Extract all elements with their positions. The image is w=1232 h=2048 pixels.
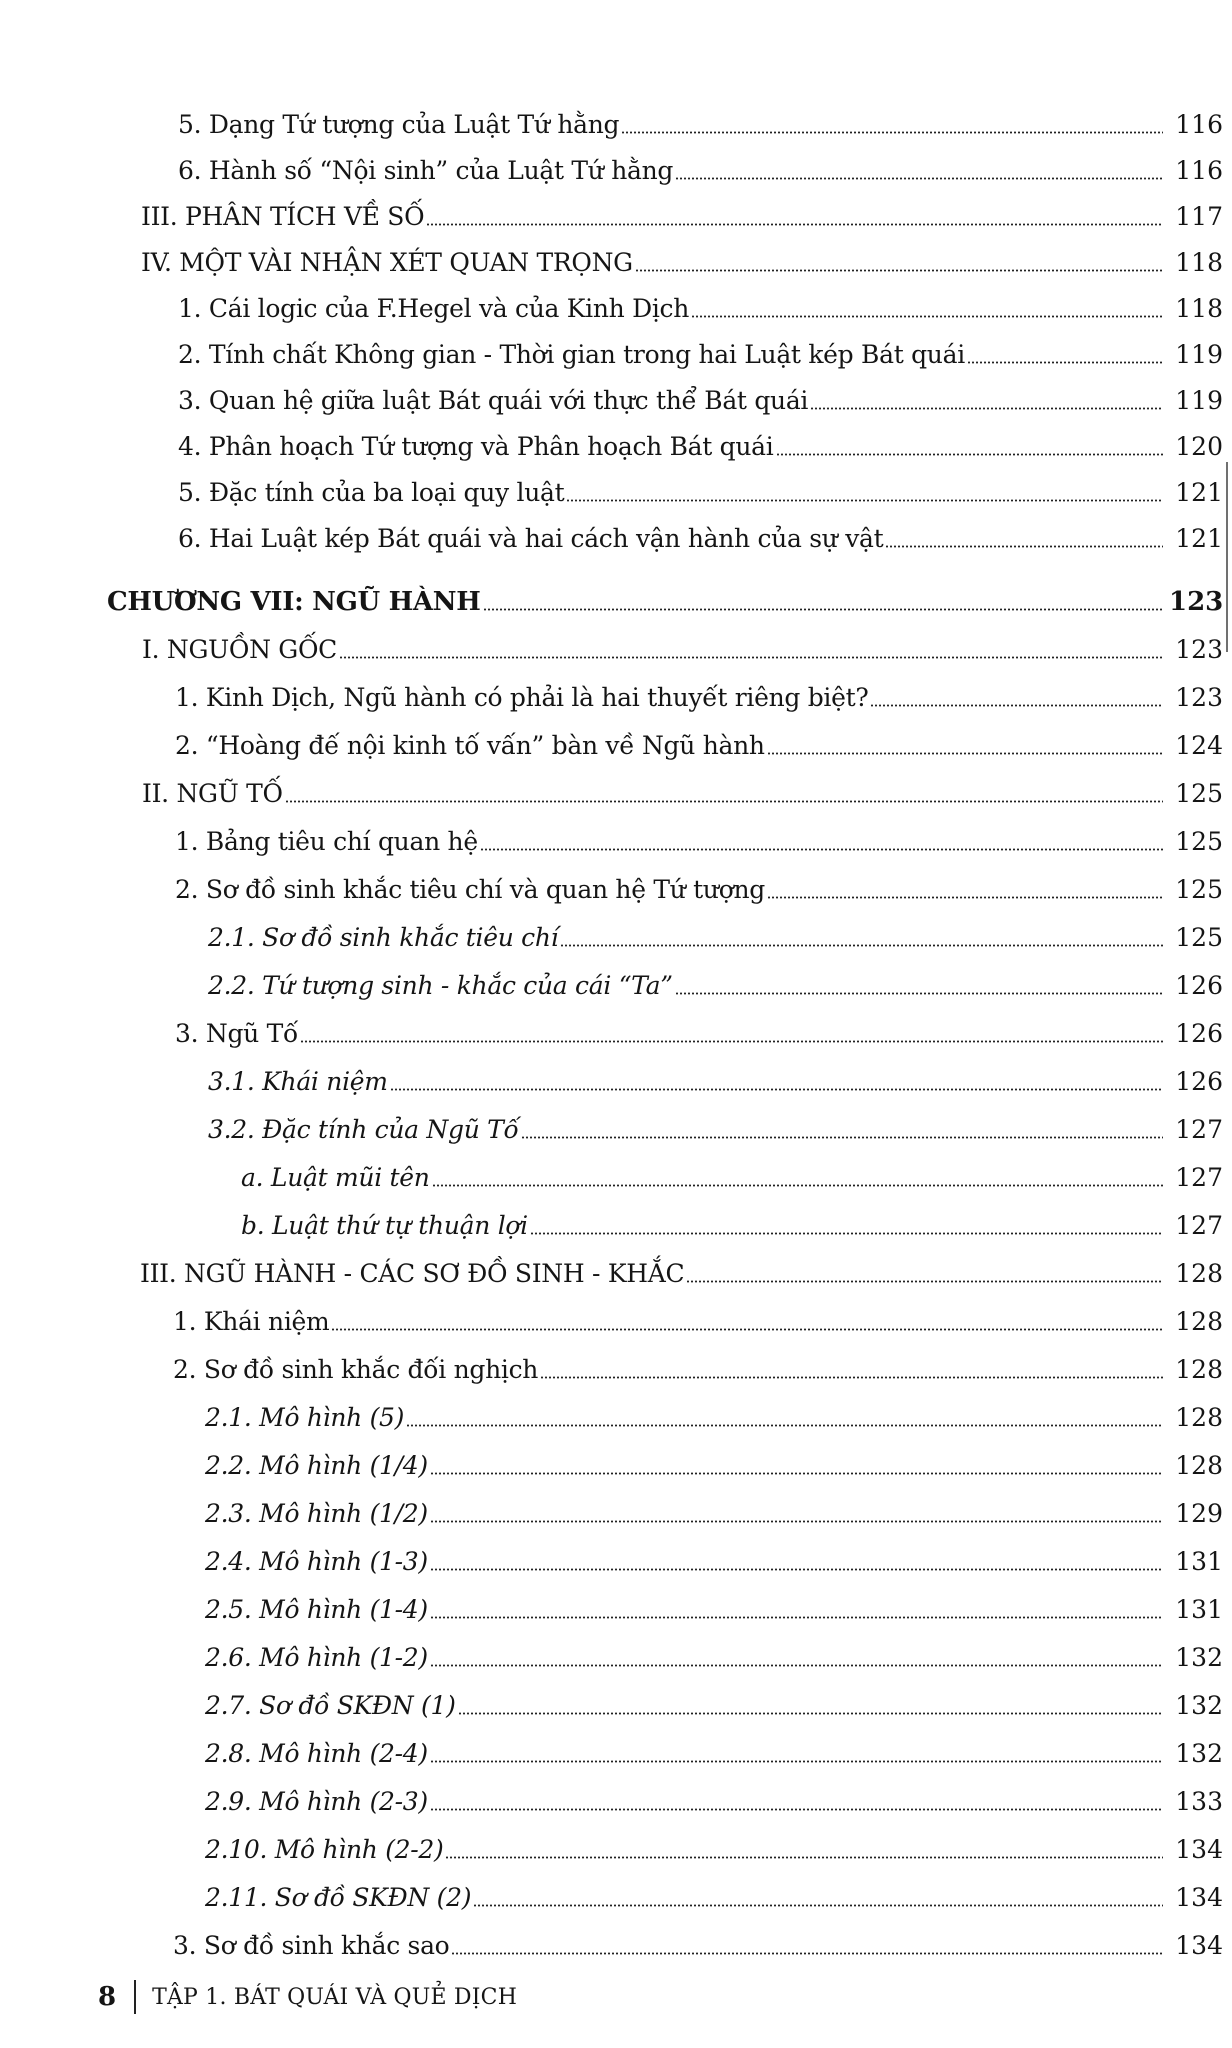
dot-leader (521, 1115, 1163, 1145)
toc-subentry-page: 126 (1175, 971, 1223, 1000)
toc-subentry[interactable] (0, 1057, 1232, 1097)
dot-leader (331, 1307, 1163, 1337)
toc-subentry-page: 134 (1175, 1883, 1223, 1912)
dot-leader (635, 248, 1163, 278)
toc-entry-page: 116 (1175, 110, 1223, 139)
toc-entry-label: 1. Khái niệm (173, 1307, 330, 1336)
toc-entry-label: 4. Phân hoạch Tứ tượng và Phân hoạch Bát quái (178, 432, 774, 461)
toc-subentry[interactable] (0, 1825, 1232, 1865)
toc-entry[interactable] (0, 1009, 1232, 1049)
toc-section[interactable] (0, 192, 1232, 232)
dot-leader (691, 294, 1163, 324)
toc-entry[interactable] (0, 865, 1232, 905)
dot-leader (451, 1931, 1163, 1961)
toc-entry-label: 2. Tính chất Không gian - Thời gian trong hai Luật kép Bát quái (178, 340, 965, 369)
toc-entry-page: 125 (1175, 875, 1223, 904)
dot-leader (390, 1067, 1163, 1097)
dot-leader (540, 1355, 1163, 1385)
dot-leader (430, 1739, 1163, 1769)
toc-subentry[interactable] (0, 1105, 1232, 1145)
toc-entry[interactable] (0, 1345, 1232, 1385)
toc-subentry-page: 132 (1175, 1739, 1223, 1768)
dot-leader (810, 386, 1163, 416)
dot-leader (480, 827, 1163, 857)
dot-leader (621, 110, 1163, 140)
toc-subentry-label: 2.7. Sơ đồ SKĐN (1) (205, 1691, 456, 1720)
toc-subentry-page: 127 (1175, 1115, 1223, 1144)
dot-leader (686, 1259, 1163, 1289)
toc-section-label: II. NGŨ TỐ (142, 779, 283, 808)
toc-entry-page: 119 (1175, 386, 1223, 415)
toc-subentry[interactable] (0, 1681, 1232, 1721)
toc-entry-label: 6. Hành số “Nội sinh” của Luật Tứ hằng (178, 156, 674, 185)
toc-subentry-label: 2.2. Mô hình (1/4) (205, 1451, 428, 1480)
dot-leader (430, 1451, 1163, 1481)
toc-entry[interactable] (0, 100, 1232, 140)
toc-subentry[interactable] (0, 1633, 1232, 1673)
dot-leader (885, 524, 1163, 554)
dot-leader (473, 1883, 1163, 1913)
toc-section-label: IV. MỘT VÀI NHẬN XÉT QUAN TRỌNG (141, 248, 633, 277)
toc-entry[interactable] (0, 1297, 1232, 1337)
toc-subentry-label: 3.2. Đặc tính của Ngũ Tố (208, 1115, 519, 1144)
dot-leader (776, 432, 1164, 462)
dot-leader (430, 1595, 1163, 1625)
toc-entry-label: 1. Cái logic của F.Hegel và của Kinh Dịch (178, 294, 690, 323)
toc-subsubentry[interactable] (0, 1201, 1232, 1241)
dot-leader (566, 478, 1163, 508)
dot-leader (560, 923, 1163, 953)
toc-section[interactable] (0, 1249, 1232, 1289)
toc-subentry-label: 2.9. Mô hình (2-3) (205, 1787, 428, 1816)
toc-section[interactable] (0, 769, 1232, 809)
toc-entry[interactable] (0, 146, 1232, 186)
toc-entry-page: 123 (1175, 683, 1223, 712)
toc-subentry-page: 132 (1175, 1691, 1223, 1720)
toc-subsubentry-page: 127 (1175, 1211, 1223, 1240)
toc-subentry-label: 2.3. Mô hình (1/2) (205, 1499, 428, 1528)
dot-leader (870, 683, 1163, 713)
toc-subentry[interactable] (0, 1585, 1232, 1625)
toc-section-label: III. PHÂN TÍCH VỀ SỐ (141, 202, 425, 231)
toc-section[interactable] (0, 238, 1232, 278)
toc-subentry-label: 2.1. Mô hình (5) (205, 1403, 405, 1432)
dot-leader (339, 635, 1163, 665)
toc-subentry-page: 126 (1175, 1067, 1223, 1096)
toc-subentry[interactable] (0, 961, 1232, 1001)
dot-leader (432, 1163, 1163, 1193)
toc-subsubentry-label: b. Luật thứ tự thuận lợi (241, 1211, 528, 1240)
dot-leader (458, 1691, 1163, 1721)
toc-entry-label: 2. “Hoàng đế nội kinh tố vấn” bàn về Ngũ hành (175, 731, 765, 760)
toc-entry-label: 5. Dạng Tứ tượng của Luật Tứ hằng (178, 110, 620, 139)
toc-section-page: 118 (1175, 248, 1223, 277)
dot-leader (445, 1835, 1163, 1865)
toc-subsubentry-page: 127 (1175, 1163, 1223, 1192)
toc-subentry-label: 2.6. Mô hình (1-2) (205, 1643, 428, 1672)
dot-leader (406, 1403, 1163, 1433)
page-number: 8 (98, 1982, 117, 2012)
toc-section[interactable] (0, 625, 1232, 665)
toc-subentry[interactable] (0, 1489, 1232, 1529)
toc-entry-label: 5. Đặc tính của ba loại quy luật (178, 478, 565, 507)
toc-subentry-page: 131 (1175, 1547, 1223, 1576)
toc-entry-page: 126 (1175, 1019, 1223, 1048)
dot-leader (430, 1499, 1163, 1529)
toc-subentry-label: 3.1. Khái niệm (208, 1067, 388, 1096)
toc-entry[interactable] (0, 1921, 1232, 1961)
toc-entry-label: 6. Hai Luật kép Bát quái và hai cách vận hành của sự vật (178, 524, 884, 553)
toc-subentry-page: 128 (1175, 1403, 1223, 1432)
dot-leader (675, 156, 1163, 186)
dot-leader (430, 1787, 1163, 1817)
dot-leader (483, 587, 1163, 617)
page-footer (98, 1980, 517, 2014)
toc-chapter-page: 123 (1169, 587, 1224, 617)
toc-subentry[interactable] (0, 913, 1232, 953)
toc-subentry[interactable] (0, 1441, 1232, 1481)
dot-leader (675, 971, 1163, 1001)
toc-entry-page: 120 (1175, 432, 1223, 461)
toc-subentry-label: 2.5. Mô hình (1-4) (205, 1595, 428, 1624)
toc-subsubentry[interactable] (0, 1153, 1232, 1193)
toc-entry[interactable] (0, 330, 1232, 370)
toc-section-page: 128 (1175, 1259, 1223, 1288)
toc-entry-page: 116 (1175, 156, 1223, 185)
toc-entry-label: 1. Bảng tiêu chí quan hệ (175, 827, 478, 856)
toc-subentry-label: 2.4. Mô hình (1-3) (205, 1547, 428, 1576)
toc-entry-label: 3. Sơ đồ sinh khắc sao (173, 1931, 450, 1960)
toc-entry-page: 118 (1175, 294, 1223, 323)
dot-leader (426, 202, 1163, 232)
toc-subentry-page: 134 (1175, 1835, 1223, 1864)
toc-entry-page: 134 (1175, 1931, 1223, 1960)
toc-subentry[interactable] (0, 1393, 1232, 1433)
toc-section-page: 123 (1175, 635, 1223, 664)
toc-subentry-label: 2.8. Mô hình (2-4) (205, 1739, 428, 1768)
toc-section-label: I. NGUỒN GỐC (142, 635, 337, 664)
toc-subentry-page: 125 (1175, 923, 1223, 952)
toc-entry[interactable] (0, 673, 1232, 713)
toc-entry-label: 2. Sơ đồ sinh khắc tiêu chí và quan hệ Tứ tượng (175, 875, 765, 904)
dot-leader (300, 1019, 1163, 1049)
toc-entry-page: 121 (1175, 478, 1223, 507)
toc-entry[interactable] (0, 376, 1232, 416)
dot-leader (767, 731, 1163, 761)
toc-subentry-label: 2.1. Sơ đồ sinh khắc tiêu chí (208, 923, 559, 952)
toc-subentry-page: 131 (1175, 1595, 1223, 1624)
toc-entry-label: 2. Sơ đồ sinh khắc đối nghịch (173, 1355, 539, 1384)
toc-subentry-page: 132 (1175, 1643, 1223, 1672)
toc-entry-page: 121 (1175, 524, 1223, 553)
toc-subsubentry-label: a. Luật mũi tên (241, 1163, 430, 1192)
toc-chapter[interactable] (0, 577, 1232, 617)
toc-entry-page: 125 (1175, 827, 1223, 856)
toc-entry[interactable] (0, 721, 1232, 761)
dot-leader (430, 1643, 1163, 1673)
toc-subentry-page: 133 (1175, 1787, 1223, 1816)
toc-entry-page: 128 (1175, 1307, 1223, 1336)
page-edge-line (1226, 462, 1228, 652)
dot-leader (767, 875, 1163, 905)
running-title: TẬP 1. BÁT QUÁI VÀ QUẺ DỊCH (152, 1984, 518, 2010)
toc-subentry[interactable] (0, 1537, 1232, 1577)
toc-entry[interactable] (0, 817, 1232, 857)
toc-subentry-label: 2.11. Sơ đồ SKĐN (2) (205, 1883, 472, 1912)
toc-entry[interactable] (0, 422, 1232, 462)
toc-subentry-label: 2.10. Mô hình (2-2) (205, 1835, 444, 1864)
toc-entry-label: 1. Kinh Dịch, Ngũ hành có phải là hai thuyết riêng biệt? (175, 683, 869, 712)
toc-entry-label: 3. Quan hệ giữa luật Bát quái với thực thể Bát quái (178, 386, 809, 415)
toc-chapter-label: CHƯƠNG VII: NGŨ HÀNH (107, 587, 481, 617)
toc-entry[interactable] (0, 468, 1232, 508)
toc-subentry-page: 128 (1175, 1451, 1223, 1480)
toc-subentry-label: 2.2. Tứ tượng sinh - khắc của cái “Ta” (208, 971, 673, 1000)
toc-subentry[interactable] (0, 1777, 1232, 1817)
dot-leader (285, 779, 1163, 809)
toc-section-page: 125 (1175, 779, 1223, 808)
toc-subentry[interactable] (0, 1873, 1232, 1913)
toc-entry[interactable] (0, 284, 1232, 324)
toc-entry[interactable] (0, 514, 1232, 554)
footer-divider (134, 1980, 136, 2014)
toc-entry-page: 119 (1175, 340, 1223, 369)
toc-entry-page: 124 (1175, 731, 1223, 760)
dot-leader (967, 340, 1163, 370)
toc-section-page: 117 (1175, 202, 1223, 231)
toc-section-label: III. NGŨ HÀNH - CÁC SƠ ĐỒ SINH - KHẮC (140, 1259, 685, 1288)
dot-leader (530, 1211, 1163, 1241)
dot-leader (430, 1547, 1163, 1577)
toc-entry-page: 128 (1175, 1355, 1223, 1384)
toc-subentry[interactable] (0, 1729, 1232, 1769)
toc-subentry-page: 129 (1175, 1499, 1223, 1528)
toc-entry-label: 3. Ngũ Tố (175, 1019, 298, 1048)
